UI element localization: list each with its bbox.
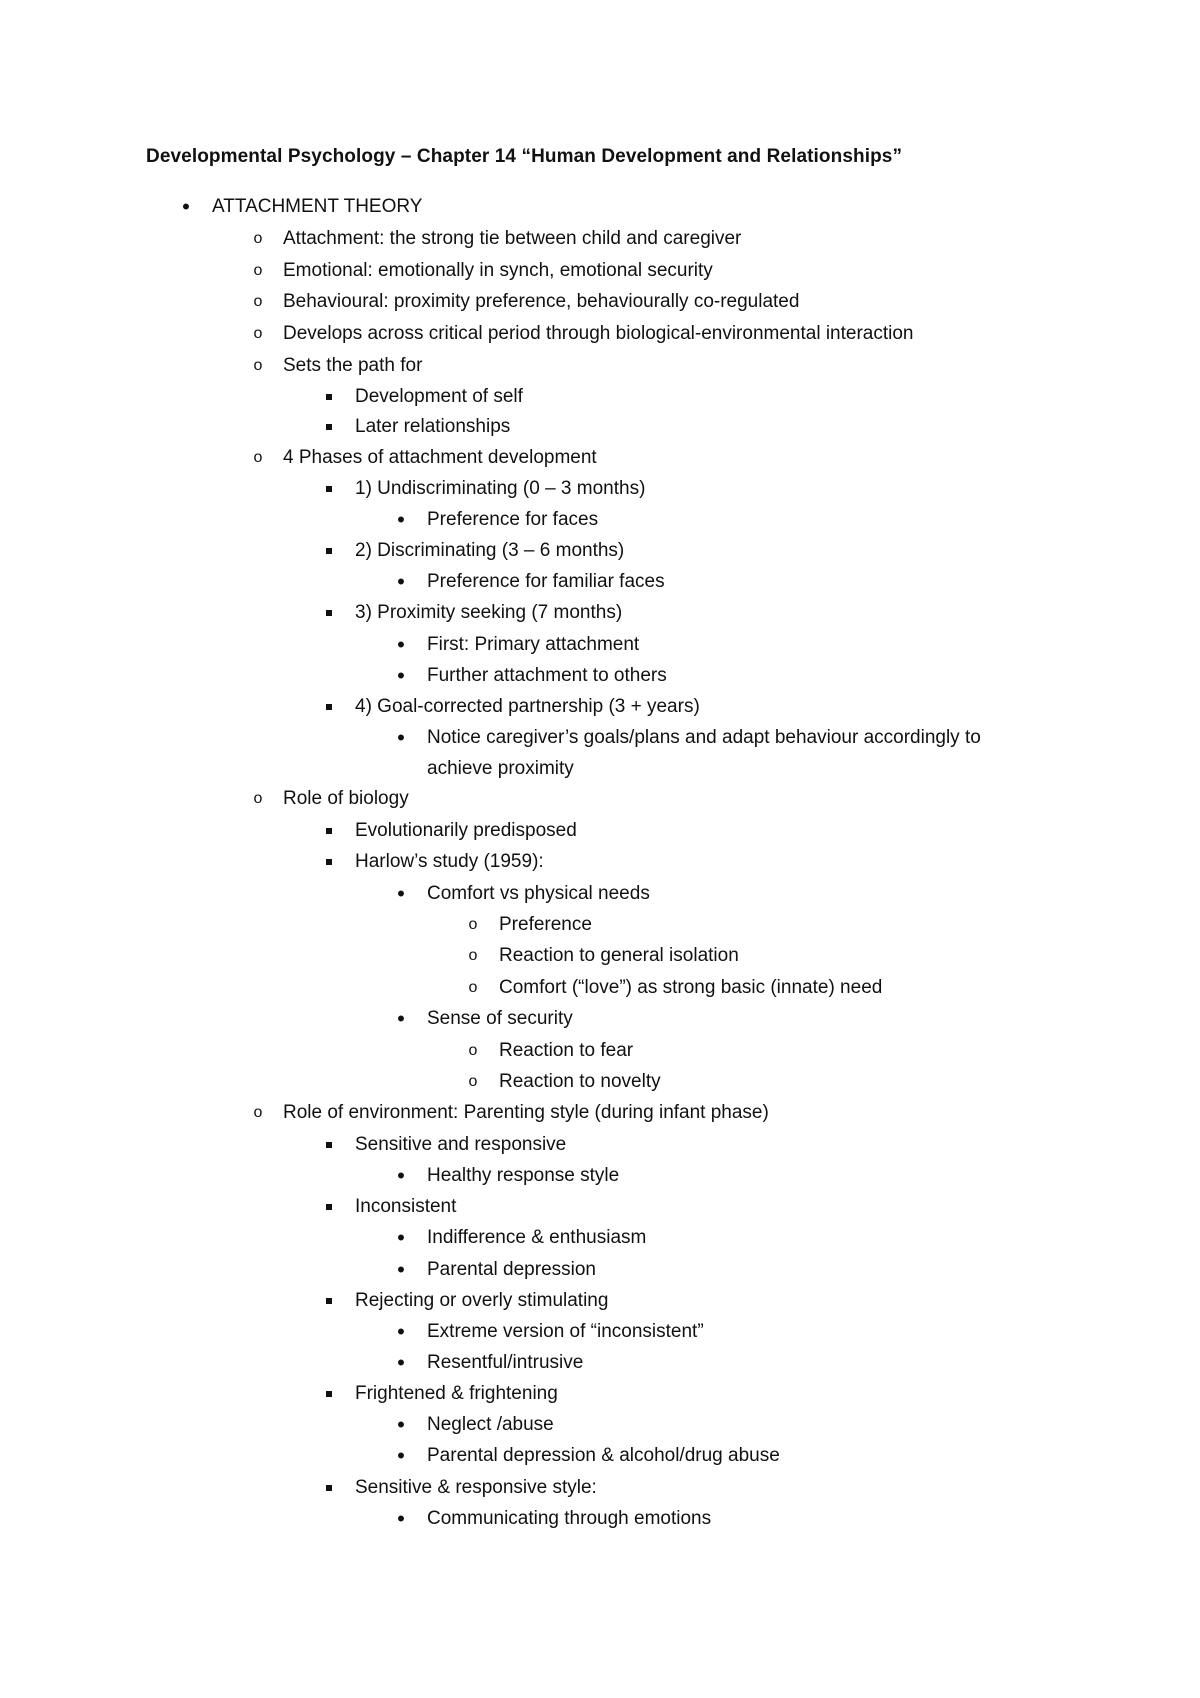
outline-item-text: Evolutionarily predisposed (355, 820, 577, 841)
bullet-disc-icon: • (397, 632, 405, 657)
outline-item-text: Notice caregiver’s goals/plans and adapt behaviour accordingly to (427, 727, 981, 748)
outline-item-text: Role of environment: Parenting style (during infant phase) (283, 1102, 769, 1123)
bullet-disc-icon: • (397, 1412, 405, 1437)
outline-item-text: Neglect /abuse (427, 1414, 554, 1435)
outline-item-text: Harlow’s study (1959): (355, 851, 544, 872)
outline-item-text: 2) Discriminating (3 – 6 months) (355, 540, 625, 561)
bullet-circle-icon: o (468, 916, 478, 933)
page-title: Developmental Psychology – Chapter 14 “Human Development and Relationships” (146, 146, 903, 167)
outline-item-text: Attachment: the strong tie between child and caregiver (283, 228, 742, 249)
outline-item-text: Preference for familiar faces (427, 571, 665, 592)
bullet-circle-icon: o (253, 790, 263, 807)
outline-item-text: Rejecting or overly stimulating (355, 1290, 609, 1311)
bullet-disc-icon: • (397, 569, 405, 594)
bullet-circle-icon: o (468, 979, 478, 996)
outline-item-text: Sensitive & responsive style: (355, 1477, 597, 1498)
bullet-circle-icon: o (253, 1104, 263, 1121)
bullet-disc-icon: • (397, 1257, 405, 1282)
bullet-disc-icon: • (397, 725, 405, 750)
outline-item-text: 4) Goal-corrected partnership (3 + years) (355, 696, 700, 717)
bullet-disc-icon: • (397, 1006, 405, 1031)
outline-item-text: Reaction to general isolation (499, 945, 739, 966)
outline-item-text: Emotional: emotionally in synch, emotional security (283, 260, 713, 281)
outline-item-text: 1) Undiscriminating (0 – 3 months) (355, 478, 646, 499)
outline-item-text: Further attachment to others (427, 665, 667, 686)
outline-item-text: Preference for faces (427, 509, 599, 530)
bullet-circle-icon: o (253, 449, 263, 466)
outline-item-text: Communicating through emotions (427, 1508, 712, 1529)
bullet-circle-icon: o (253, 262, 263, 279)
outline-item-text: Preference (499, 914, 592, 935)
bullet-circle-icon: o (468, 947, 478, 964)
bullet-disc-icon: • (397, 663, 405, 688)
bullet-disc-icon: • (397, 1163, 405, 1188)
outline-item-text: 3) Proximity seeking (7 months) (355, 602, 623, 623)
bullet-disc-icon: • (397, 1350, 405, 1375)
outline-item-text: Indifference & enthusiasm (427, 1227, 647, 1248)
outline-item-text: Later relationships (355, 416, 511, 437)
outline-item-text: Parental depression & alcohol/drug abuse (427, 1445, 780, 1466)
outline-item-text: Extreme version of “inconsistent” (427, 1321, 704, 1342)
bullet-circle-icon: o (253, 293, 263, 310)
outline-item-text: Sets the path for (283, 355, 423, 376)
bullet-disc-icon: • (397, 881, 405, 906)
bullet-disc-icon: • (397, 1506, 405, 1531)
outline-item-text: Development of self (355, 386, 523, 407)
outline-item-text: Behavioural: proximity preference, behaviourally co-regulated (283, 291, 800, 312)
bullet-circle-icon: o (253, 325, 263, 342)
outline-item-text: Reaction to novelty (499, 1071, 661, 1092)
outline-item-text: Resentful/intrusive (427, 1352, 584, 1373)
bullet-disc-icon: • (397, 507, 405, 532)
outline-item-text: Healthy response style (427, 1165, 620, 1186)
bullet-circle-icon: o (253, 357, 263, 374)
bullet-disc-icon: • (397, 1225, 405, 1250)
outline-item-text: Role of biology (283, 788, 409, 809)
outline-item-text: 4 Phases of attachment development (283, 447, 597, 468)
bullet-disc-icon: • (397, 1319, 405, 1344)
outline-item-text: Sensitive and responsive (355, 1134, 567, 1155)
outline-item-text: First: Primary attachment (427, 634, 640, 655)
bullet-circle-icon: o (468, 1073, 478, 1090)
outline-item-text: Comfort vs physical needs (427, 883, 650, 904)
outline-item-text: achieve proximity (427, 758, 574, 779)
outline-item-text: Sense of security (427, 1008, 573, 1029)
bullet-circle-icon: o (468, 1042, 478, 1059)
bullet-disc-icon: • (397, 1443, 405, 1468)
bullet-circle-icon: o (253, 230, 263, 247)
outline-item-text: Frightened & frightening (355, 1383, 558, 1404)
outline-item-text: Comfort (“love”) as strong basic (innate) need (499, 977, 883, 998)
outline-item-text: Develops across critical period through biological-environmental interaction (283, 323, 914, 344)
outline-item-text: Parental depression (427, 1259, 596, 1280)
bullet-disc-icon: • (182, 194, 190, 219)
outline-item-text: Reaction to fear (499, 1040, 634, 1061)
outline-item-text: Inconsistent (355, 1196, 457, 1217)
outline-item-text: ATTACHMENT THEORY (212, 196, 423, 217)
